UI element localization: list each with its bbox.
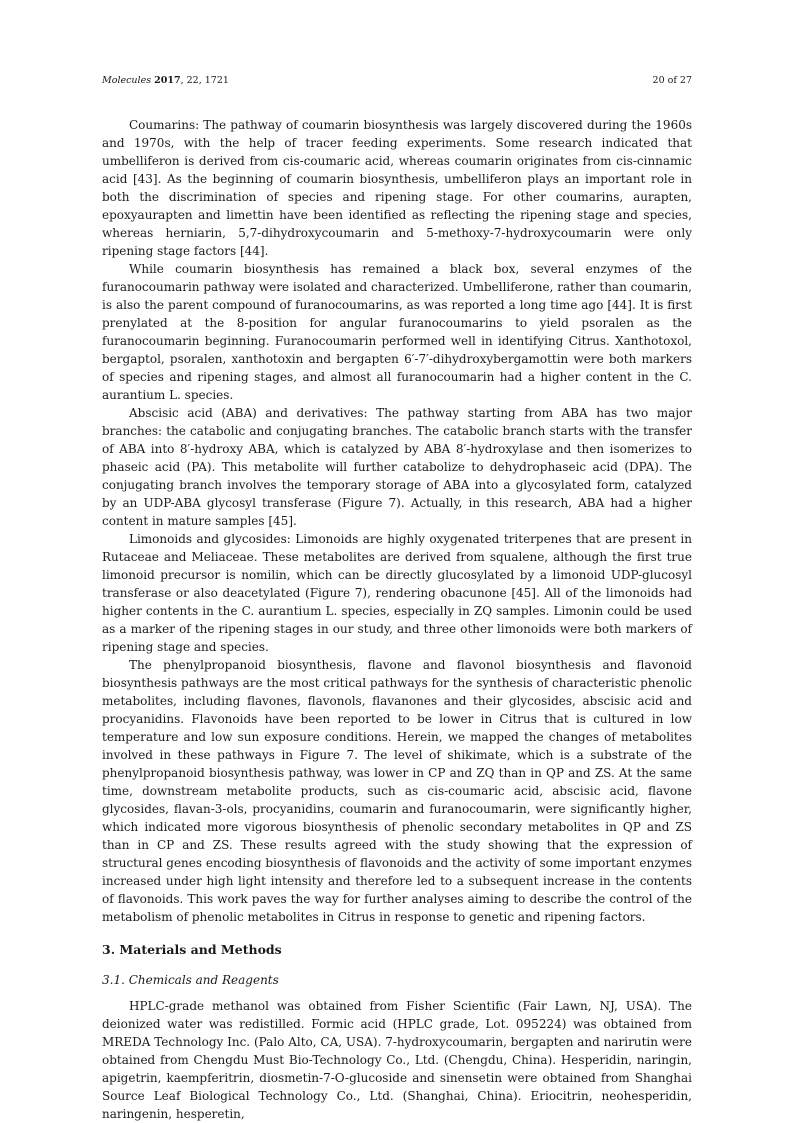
paragraph-phenylpropanoid: The phenylpropanoid biosynthesis, flavone and flavonol biosynthesis and flavonoid biosynthesis pathways are the most critical pathways for the synthesis of characteristic phenolic metabolites, including flavones, flavonols, flavanones and their glycosides, abscisic acid and procyanidins. Flavonoids have been reported to be lower in Citrus that is cultured in low temperature and low sun exposure conditions. Herein, we mapped the changes of metabolites involved in these pathways in Figure 7. The level of shikimate, which is a substrate of the phenylpropanoid biosynthesis pathway, was lower in CP and ZQ than in QP and ZS. At the same time, downstream metabolite products, such as cis-coumaric acid, abscisic acid, flavone glycosides, flavan-3-ols, procyanidins, coumarin and furanocoumarin, were significantly higher, which indicated more vigorous biosynthesis of phenolic secondary metabolites in QP and ZS than in CP and ZS. These results agreed with the study showing that the expression of structural genes encoding biosynthesis of flavonoids and the activity of some important enzymes increased under high light intensity and therefore led to a subsequent increase in the contents of flavonoids. This work paves the way for further analyses aiming to describe the control of the metabolism of phenolic metabolites in Citrus in response to genetic and ripening factors. [102, 658, 692, 924]
journal-name: Molecules [102, 75, 152, 86]
subsection-heading: 3.1. Chemicals and Reagents [102, 973, 279, 987]
running-header [102, 74, 692, 88]
paragraph-abscisic-acid: Abscisic acid (ABA) and derivatives: The pathway starting from ABA has two major branches: the catabolic and conjugating branches. The catabolic branch starts with the transfer of ABA into 8′-hydroxy ABA, which is catalyzed by ABA 8′-hydroxylase and then isomerizes to phaseic acid (PA). This metabolite will further catabolize to dehydrophaseic acid (DPA). The conjugating branch involves the temporary storage of ABA into a glycosylated form, catalyzed by an UDP-ABA glycosyl transferase (Figure 7). Actually, in this research, ABA had a higher content in mature samples [45]. [102, 406, 692, 528]
journal-year: 2017 [154, 75, 181, 86]
paragraph-chemicals: HPLC-grade methanol was obtained from Fisher Scientific (Fair Lawn, NJ, USA). The deionized water was redistilled. Formic acid (HPLC grade, Lot. 095224) was obtained from MREDA Technology Inc. (Palo Alto, CA, USA). 7-hydroxycoumarin, bergapten and narirutin were obtained from Chengdu Must Bio-Technology Co., Ltd. (Chengdu, China). Hesperidin, naringin, apigetrin, kaempferitrin, diosmetin-7-O-glucoside and sinensetin were obtained from Shanghai Source Leaf Biological Technology Co., Ltd. (Shanghai, China). Eriocitrin, neohesperidin, naringenin, hesperetin, [102, 999, 692, 1121]
page-number: 20 of 27 [652, 75, 692, 86]
section-heading: 3. Materials and Methods [102, 942, 282, 957]
article-body [102, 116, 692, 1123]
journal-citation [102, 74, 229, 88]
paragraph-limonoids: Limonoids and glycosides: Limonoids are highly oxygenated triterpenes that are present in Rutaceae and Meliaceae. These metabolites are derived from squalene, although the first true limonoid precursor is nomilin, which can be directly glucosylated by a limonoid UDP-glucosyl transferase or also deacetylated (Figure 7), rendering obacunone [45]. All of the limonoids had higher contents in the C. aurantium L. species, especially in ZQ samples. Limonin could be used as a marker of the ripening stages in our study, and three other limonoids were both markers of ripening stage and species. [102, 532, 692, 654]
journal-volume-issue: , 22, 1721 [180, 75, 229, 86]
paragraph-furanocoumarin: While coumarin biosynthesis has remained a black box, several enzymes of the furanocoumarin pathway were isolated and characterized. Umbelliferone, rather than coumarin, is also the parent compound of furanocoumarins, as was reported a long time ago [44]. It is first prenylated at the 8-position for angular furanocoumarins to yield psoralen as the furanocoumarin beginning. Furanocoumarin performed well in identifying Citrus. Xanthotoxol, bergaptol, psoralen, xanthotoxin and bergapten 6′-7′-dihydroxybergamottin were both markers of species and ripening stages, and almost all furanocoumarin had a higher content in the C. aurantium L. species. [102, 262, 692, 402]
paragraph-coumarins: Coumarins: The pathway of coumarin biosynthesis was largely discovered during the 1960s and 1970s, with the help of tracer feeding experiments. Some research indicated that umbelliferon is derived from cis-coumaric acid, whereas coumarin originates from cis-cinnamic acid [43]. As the beginning of coumarin biosynthesis, umbelliferon plays an important role in both the discrimination of species and ripening stage. For other coumarins, aurapten, epoxyaurapten and limettin have been identified as reflecting the ripening stage and species, whereas herniarin, 5,7-dihydroxycoumarin and 5-methoxy-7-hydroxycoumarin were only ripening stage factors [44]. [102, 118, 692, 258]
